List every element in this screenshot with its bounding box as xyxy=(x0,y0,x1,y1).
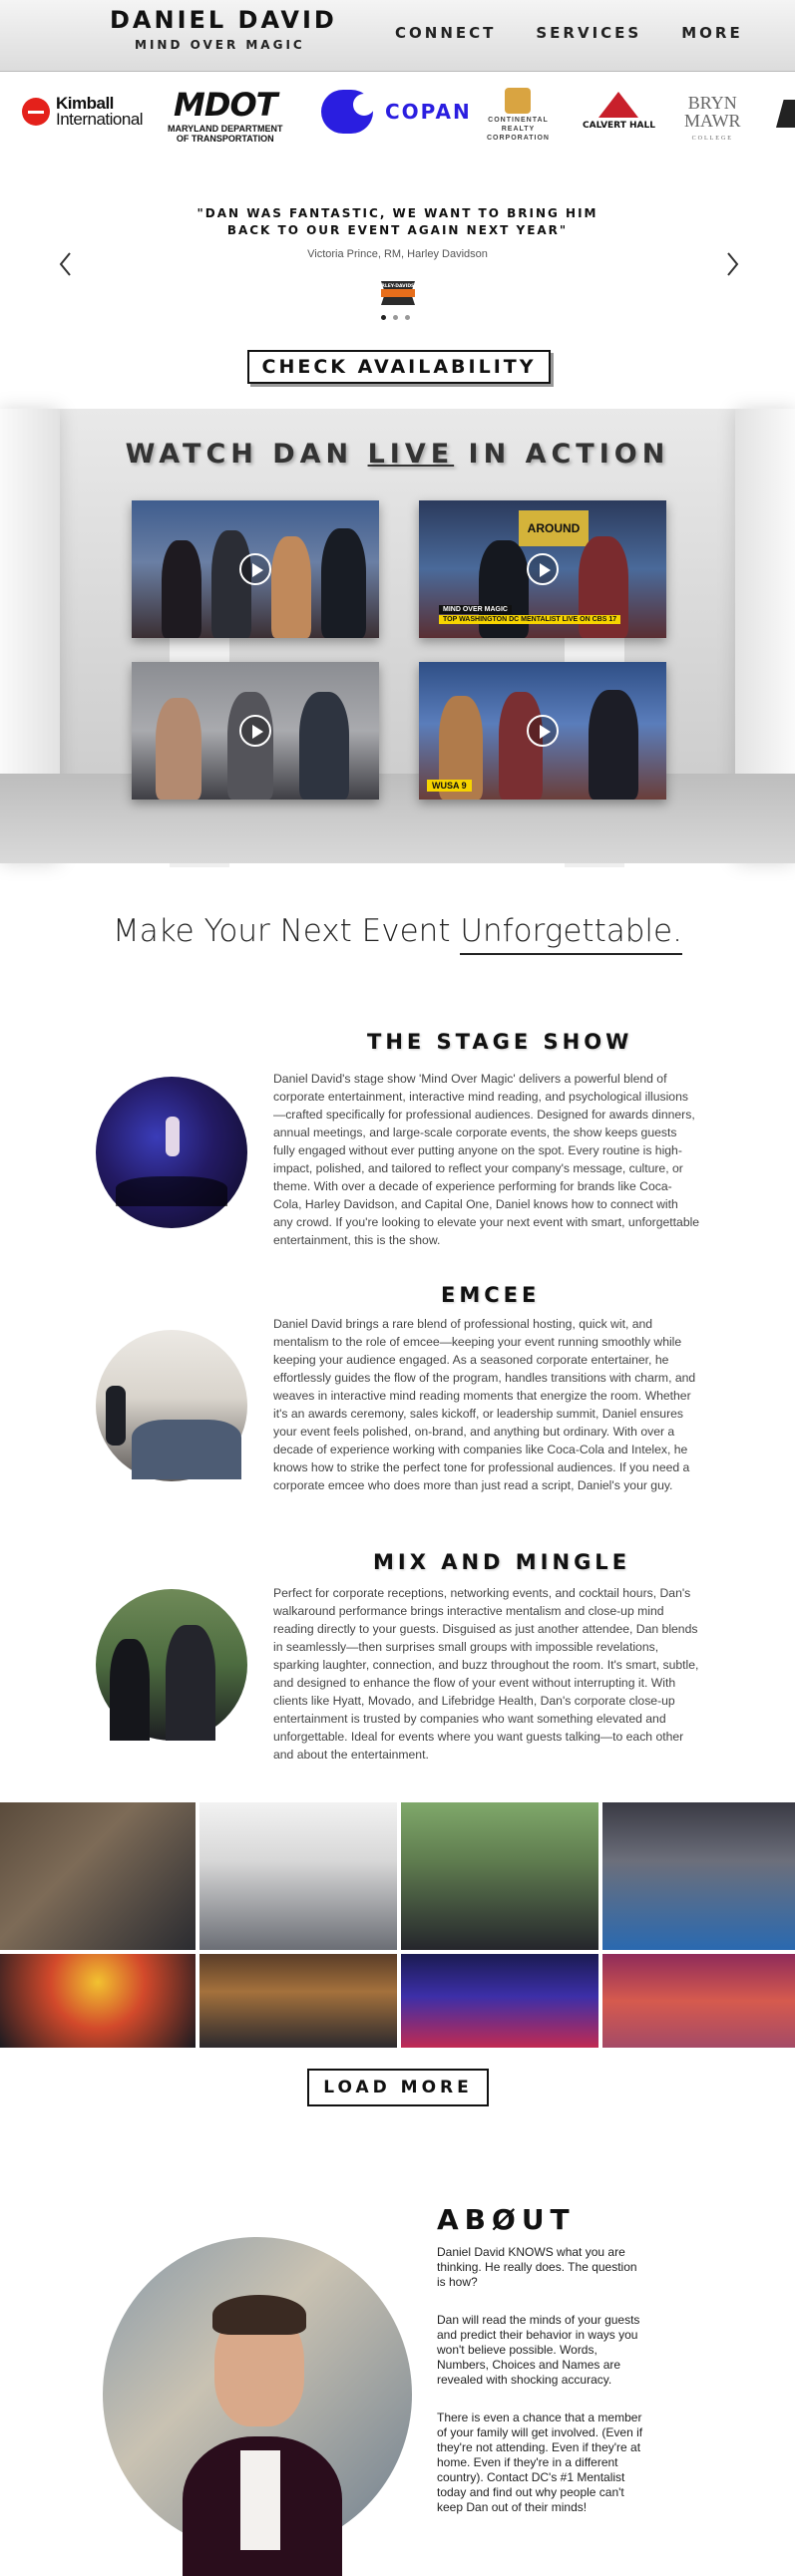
about-paragraph-2: Dan will read the minds of your guests and predict their behavior in ways you won't believe possible. Words, Numbers, Choices and Names are revealed with shocking accuracy. xyxy=(437,2313,640,2387)
pagination-dot[interactable] xyxy=(381,315,386,320)
bryn-line-1: BRYN xyxy=(687,93,737,113)
brand-name[interactable]: DANIEL DAVID xyxy=(110,6,337,34)
emcee-title: EMCEE xyxy=(441,1283,541,1307)
video-thumbnail-1[interactable] xyxy=(132,500,379,638)
emcee-photo xyxy=(96,1330,247,1481)
photo-gallery xyxy=(0,1802,795,2052)
video-2-banner: AROUND xyxy=(519,510,589,546)
bryn-mawr-logo xyxy=(684,94,741,148)
chevron-right-icon xyxy=(722,249,742,279)
video-thumbnail-4[interactable] xyxy=(419,662,666,800)
mix-and-mingle-photo xyxy=(96,1589,247,1741)
pagination-dot[interactable] xyxy=(405,315,410,320)
pagination-dot[interactable] xyxy=(393,315,398,320)
gallery-image[interactable] xyxy=(199,1802,397,1950)
mix-and-mingle-title: MIX AND MINGLE xyxy=(373,1550,631,1574)
stage-show-description: Daniel David's stage show 'Mind Over Magic' delivers a powerful blend of corporate entertainment, interactive mind reading, and psychological illusions—crafted specifically for professional audiences. Designed for awards dinners, annual meetings, and large-scale corporate events, the show keeps guests fully engaged without ever putting anyone on the spot. Every routine is high-impact, polished, and tailored to reflect your company's message, culture, or theme. With over a decade of experience performing for brands like Coca-Cola, Harley Davidson, and Capital One, Daniel knows how to connect with any crowd. If you're looking to elevate your next event with smart, unforgettable entertainment, this is the show. xyxy=(273,1072,700,1247)
testimonial-quote: "DAN WAS FANTASTIC, WE WANT TO BRING HIM BACK TO OUR EVENT AGAIN NEXT YEAR" xyxy=(197,206,598,237)
copan-mark-icon xyxy=(321,90,373,134)
chevron-left-icon xyxy=(56,249,76,279)
calvert-mark-icon xyxy=(598,92,638,118)
nav-services[interactable]: SERVICES xyxy=(536,24,642,42)
gallery-image[interactable] xyxy=(0,1954,196,2048)
stage-show-title: THE STAGE SHOW xyxy=(367,1030,633,1054)
partial-logo xyxy=(776,100,795,128)
gallery-image[interactable] xyxy=(401,1954,598,2048)
kimball-logo xyxy=(22,96,143,128)
stage-show-photo xyxy=(96,1077,247,1228)
main-nav xyxy=(395,24,783,42)
load-more-button[interactable]: LOAD MORE xyxy=(307,2069,489,2106)
video-section xyxy=(0,409,795,863)
kimball-mark-icon xyxy=(22,98,50,126)
about-paragraph-1: Daniel David KNOWS what you are thinking. He really does. The question is how? xyxy=(437,2245,637,2289)
kimball-name-2: International xyxy=(56,110,144,129)
gallery-image[interactable] xyxy=(602,1802,795,1950)
copan-logo xyxy=(321,90,472,134)
testimonial-pagination xyxy=(381,315,410,320)
calvert-logo xyxy=(583,92,655,131)
calvert-wordmark: CALVERT HALL xyxy=(583,121,655,131)
video-4-badge: WUSA 9 xyxy=(427,780,472,792)
testimonial-attribution: Victoria Prince, RM, Harley Davidson xyxy=(307,248,488,260)
gallery-image[interactable] xyxy=(602,1954,795,2048)
video-2-label-bottom: TOP WASHINGTON DC MENTALIST LIVE ON CBS 17 xyxy=(439,615,620,624)
brand-tagline: MIND OVER MAGIC xyxy=(135,38,305,52)
play-icon xyxy=(239,715,271,747)
client-logo-strip xyxy=(0,82,795,148)
daniel-david-portrait xyxy=(103,2237,412,2552)
copan-wordmark: COPAN xyxy=(385,100,472,124)
harley-davidson-logo xyxy=(374,277,422,309)
crc-wordmark: CONTINENTAL REALTY CORPORATION xyxy=(487,117,550,142)
mix-and-mingle-description: Perfect for corporate receptions, networking events, and cocktail hours, Dan's walkaround performance brings interactive mentalism and close-up mind reading directly to your guests. Disguised as just another attendee, Dan blends in seamlessly—then surprises small groups with impossible revelations, sparking laughter, connection, and buzz throughout the room. It's smart, subtle, and designed to enhance the flow of your event without interrupting it. With clients like Hyatt, Movado, and Lifebridge Health, Dan's corporate close-up entertainment is trusted by companies who want something elevated and unforgettable. Ideal for events where you want guests talking—to each other and about the entertainment. xyxy=(273,1586,699,1762)
play-icon xyxy=(527,553,559,585)
mdot-logo xyxy=(168,86,283,144)
gallery-image[interactable] xyxy=(401,1802,598,1950)
video-thumbnail-3[interactable] xyxy=(132,662,379,800)
mdot-subtitle: MARYLAND DEPARTMENT OF TRANSPORTATION xyxy=(168,124,283,144)
bryn-line-3: COLLEGE xyxy=(691,136,733,142)
testimonial-prev-arrow[interactable] xyxy=(56,249,76,279)
check-availability-button[interactable]: CHECK AVAILABILITY xyxy=(247,350,551,384)
gallery-image[interactable] xyxy=(0,1802,196,1950)
nav-more[interactable]: MORE xyxy=(681,24,743,42)
mdot-wordmark: MDOT xyxy=(174,86,277,124)
kimball-name: Kimball xyxy=(56,94,114,113)
video-thumbnail-2[interactable] xyxy=(419,500,666,638)
site-header xyxy=(0,0,795,72)
page-tagline: Make Your Next Event Unforgettable. xyxy=(0,913,795,949)
play-icon xyxy=(527,715,559,747)
svg-text:HARLEY-DAVIDSON: HARLEY-DAVIDSON xyxy=(374,284,422,289)
crc-logo xyxy=(487,88,550,143)
emcee-description: Daniel David brings a rare blend of professional hosting, quick wit, and mentalism to the role of emcee—keeping your event running smoothly while keeping your audience engaged. As a seasoned corporate entertainer, he effortlessly guides the flow of the program, handles transitions with charm, and weaves in interactive mind reading moments that energize the room. Whether it's an awards ceremony, sales kickoff, or leadership summit, Daniel ensures your event feels polished, on-brand, and anything but ordinary. With over a decade of experience working with companies like Coca-Cola and Intelex, he knows how to strike the perfect tone for professional audiences. If you need a corporate emcee who does more than just read a script, Daniel's your guy. xyxy=(273,1317,696,1492)
nav-connect[interactable]: CONNECT xyxy=(395,24,497,42)
video-2-label-top: MIND OVER MAGIC xyxy=(439,605,512,614)
about-title: ABØUT xyxy=(437,2203,576,2236)
play-icon xyxy=(239,553,271,585)
testimonial-next-arrow[interactable] xyxy=(722,249,742,279)
gallery-image[interactable] xyxy=(199,1954,397,2048)
crc-mark-icon xyxy=(505,88,531,114)
video-section-title: WATCH DAN LIVE IN ACTION xyxy=(125,439,670,470)
about-paragraph-3: There is even a chance that a member of your family will get involved. (Even if they're not attending. Even if they're at home. Even if they're in a different country). Contact DC's #1 Mentalist today and find out why people can't keep Dan out of their minds! xyxy=(437,2411,643,2514)
bryn-line-2: MAWR xyxy=(684,111,741,131)
